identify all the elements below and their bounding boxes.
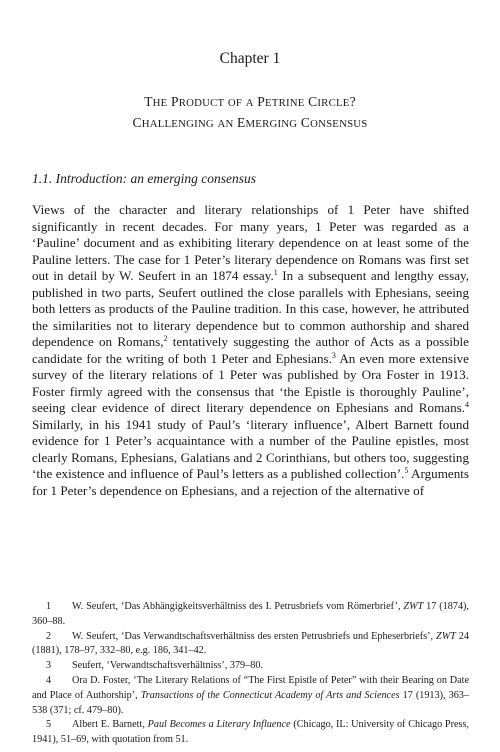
footnote-text: Albert E. Barnett, [72,719,148,731]
footnote-ref[interactable]: 4 [465,400,469,409]
footnote-text: 17 (1874), 360–88. [32,601,469,627]
footnote-number: 5 [46,719,52,731]
footnote-number: 4 [46,674,52,686]
body-paragraph [32,202,469,499]
chapter-title-line-1: THE PRODUCT OF A PETRINE CIRCLE? [144,94,356,109]
footnote-text: Ora D. Foster, ‘The Literary Relations of “The First Epistle of Peter” with their Bearing on Date and Place of Authorship’, [32,674,469,701]
footnote-number: 1 [46,601,52,612]
body-text-segment: Arguments for 1 Peter’s dependence on Ephesians, and a rejection of the alternative of [32,466,469,498]
chapter-title-line-2: CHALLENGING AN EMERGING CONSENSUS [132,115,368,130]
footnote-text: W. Seufert, ‘Das Abhängigkeitsverhältniss des I. Petrusbriefs vom Römerbrief’, [72,601,404,612]
section-heading: 1.1. Introduction: an emerging consensus [32,171,256,186]
footnote-text: Seufert, ‘Verwandtschaftsverhältniss’, 379–80. [72,660,263,672]
body-text-segment: Views of the character and literary relationships of 1 Peter have shifted significantly in recent decades. For many years, 1 Peter was regarded as a ‘Pauline’ document and as exhibiting literary dependence on at least some of the Pauline letters. The case for 1 Peter’s literary dependence on Romans was first set out in detail by W. Seufert in an 1874 essay. [32,202,469,283]
footnote [32,600,469,630]
body-text-segment: tentatively suggesting the author of Acts as a possible candidate for the writing of both 1 Peter and Ephesians. [32,334,469,366]
body-text-segment: Similarly, in his 1941 study of Paul’s ‘literary influence’, Albert Barnett found evidence for 1 Peter’s acquaintance with a number of the Pauline epistles, most clearly Romans, Ephesians, Galatians and 2 Corinthians, but others too, suggesting ‘the existence and influence of Paul’s letters as a published collection’. [32,416,469,481]
footnote-ref[interactable]: 5 [404,466,409,475]
chapter-label: Chapter 1 [219,50,281,67]
footnote-italic: Transactions of the Connecticut Academy of Arts and Sciences [140,689,400,701]
footnote [32,674,469,718]
footnote-ref[interactable]: 2 [163,334,168,343]
footnote-ref[interactable]: 3 [331,350,336,360]
footnote [32,659,469,674]
chapter-title [0,92,500,134]
footnote-text: W. Seufert, ‘Das Verwandtschaftsverhältniss des ersten Petrusbriefs und Epheserbriefs’, [72,630,437,642]
footnotes [32,600,469,748]
footnote-italic: Paul Becomes a Literary Influence [147,719,291,731]
footnote [32,718,469,748]
body-text-segment: An even more extensive survey of the literary relations of 1 Peter was published by Ora Foster in 1913. Foster firmly agreed with the consensus that ‘the Epistle is thoroughly Pauline’, seeing clear evidence of direct literary dependence on Ephesians and Romans. [32,350,469,415]
footnote-text: 17 (1913), 363–538 (371; cf. 479–80). [32,689,469,716]
footnote-text: 24 (1881), 178–97, 332–80, e.g. 186, 341–42. [32,630,469,657]
footnote-ref[interactable]: 1 [273,268,278,277]
footnote-number: 2 [46,630,52,642]
footnote-italic: ZWT [436,630,456,642]
footnote-number: 3 [46,660,52,672]
footnote-italic: ZWT [403,601,424,612]
footnote [32,630,469,660]
footnote-text: (Chicago, IL: University of Chicago Press, 1941), 51–69, with quotation from 51. [32,719,469,746]
body-text-segment: In a subsequent and lengthy essay, published in two parts, Seufert outlined the close parallels with Ephesians, seeing both letters as products of the Pauline tradition. In this case, however, he attributed the similarities not to literary dependence but to common authorship and shared dependence on Romans, [32,268,469,349]
